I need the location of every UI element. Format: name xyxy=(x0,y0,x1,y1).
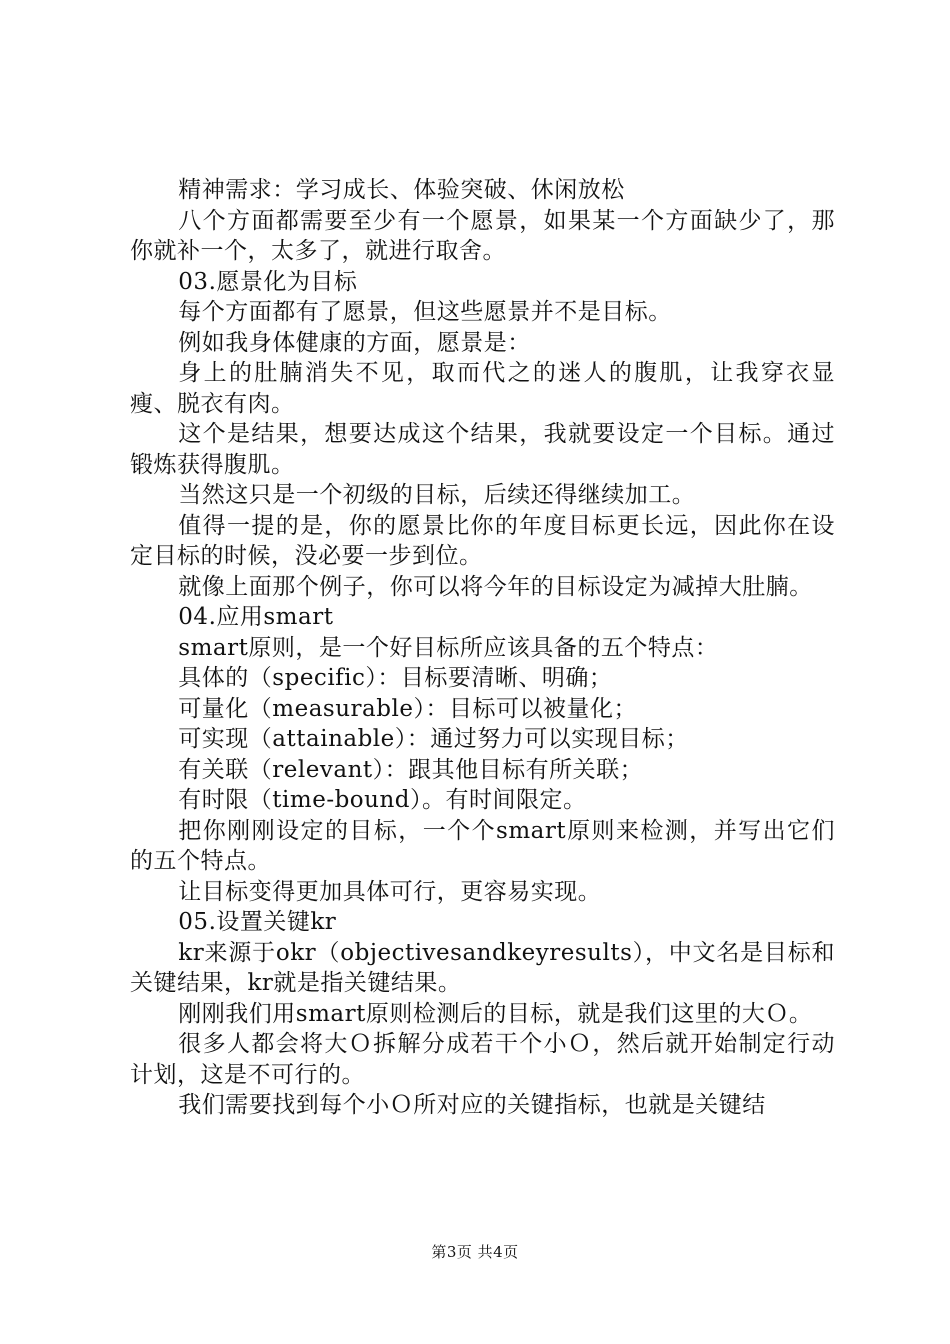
list-item: 有关联（relevant）：跟其他目标有所关联； xyxy=(178,756,644,783)
section-heading: 05.设置关键kr xyxy=(178,909,337,935)
paragraph: 我们需要找到每个小Ｏ所对应的关键指标，也就是关键结 xyxy=(178,1092,766,1118)
paragraph: 很多人都会将大Ｏ拆解分成若干个小Ｏ，然后就开始制定行动计划，这是不可行的。 xyxy=(130,1031,835,1088)
paragraph: 每个方面都有了愿景，但这些愿景并不是目标。 xyxy=(178,299,672,325)
section-heading: 03.愿景化为目标 xyxy=(178,268,358,295)
paragraph: kr来源于okr（objectivesandkeyresults），中文名是目标和关键结果，kr就是指关键结果。 xyxy=(130,939,835,996)
paragraph: 值得一提的是，你的愿景比你的年度目标更长远，因此你在设定目标的时候，没必要一步到位。 xyxy=(130,512,835,569)
document-body xyxy=(130,175,835,1121)
paragraph: 精神需求：学习成长、体验突破、休闲放松 xyxy=(178,177,625,203)
paragraph: 让目标变得更加具体可行，更容易实现。 xyxy=(178,878,602,905)
paragraph: 身上的肚腩消失不见，取而代之的迷人的腹肌，让我穿衣显瘦、脱衣有肉。 xyxy=(130,360,835,417)
section-heading: 04.应用smart xyxy=(178,604,334,630)
paragraph: 当然这只是一个初级的目标，后续还得继续加工。 xyxy=(178,482,696,508)
paragraph: smart原则，是一个好目标所应该具备的五个特点： xyxy=(178,634,719,661)
paragraph: 把你刚刚设定的目标，一个个smart原则来检测，并写出它们的五个特点。 xyxy=(130,817,835,874)
page-number-footer: 第3页 共4页 xyxy=(431,1243,519,1261)
list-item: 具体的（specific）：目标要清晰、明确； xyxy=(178,665,613,691)
paragraph: 这个是结果，想要达成这个结果，我就要设定一个目标。通过锻炼获得腹肌。 xyxy=(130,421,835,478)
list-item: 有时限（time-bound）。有时间限定。 xyxy=(178,787,587,813)
paragraph: 刚刚我们用smart原则检测后的目标，就是我们这里的大Ｏ。 xyxy=(178,1000,813,1027)
paragraph: 八个方面都需要至少有一个愿景，如果某一个方面缺少了，那你就补一个，太多了，就进行取舍。 xyxy=(130,207,835,264)
paragraph: 就像上面那个例子，你可以将今年的目标设定为减掉大肚腩。 xyxy=(178,573,813,600)
list-item: 可实现（attainable）：通过努力可以实现目标； xyxy=(178,726,689,752)
list-item: 可量化（measurable）：目标可以被量化； xyxy=(178,695,637,722)
paragraph: 例如我身体健康的方面，愿景是： xyxy=(178,329,531,356)
